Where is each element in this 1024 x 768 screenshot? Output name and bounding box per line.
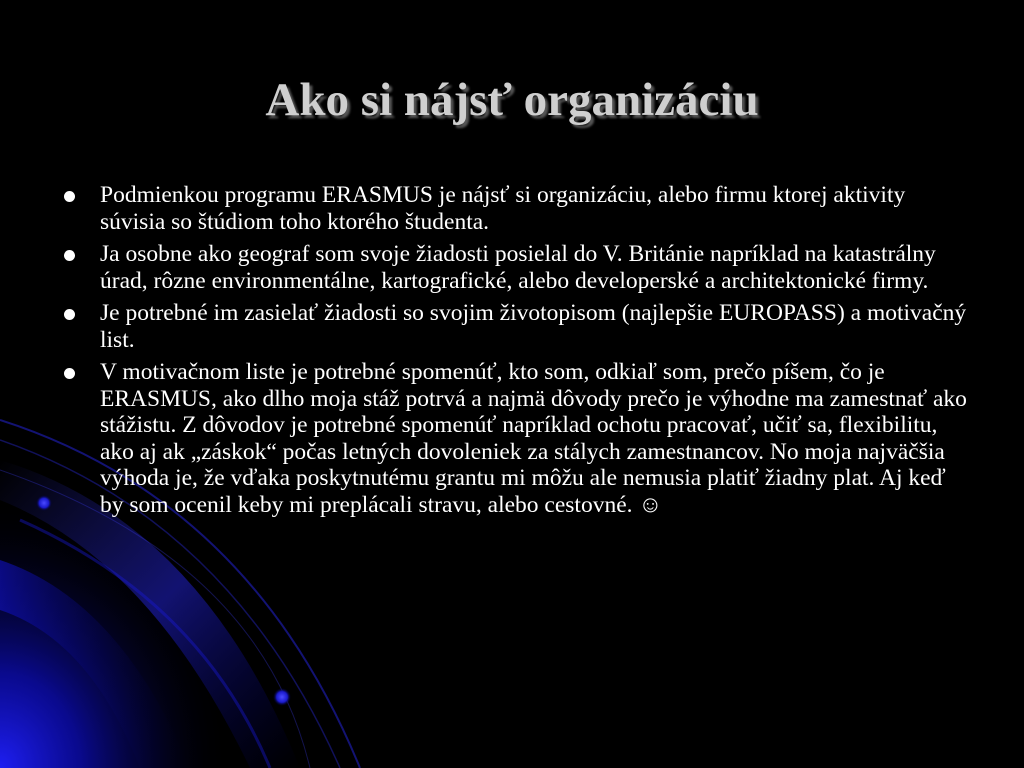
bullet-dot-icon [64,368,75,379]
bullet-text: Podmienkou programu ERASMUS je nájsť si organizáciu, alebo firmu ktorej aktivity súvisia so štúdiom toho ktorého študenta. [100,182,906,235]
slide-title: Ako si nájsť organizáciu [265,74,759,126]
bullet-dot-icon [64,191,75,202]
bullet-text: Je potrebné im zasielať žiadosti so svojim životopisom (najlepšie EUROPASS) a motivačný list. [100,300,967,353]
bullet-item [62,182,967,235]
bullet-item [62,359,967,518]
bullet-item [62,300,967,353]
bullet-text: Ja osobne ako geograf som svoje žiadosti posielal do V. Británie napríklad na katastrálny úrad, rôzne environmentálne, kartografické, alebo developerské a architektonické firmy. [100,241,936,294]
bullet-list [62,182,967,524]
bullet-dot-icon [64,250,75,261]
bullet-text: V motivačnom liste je potrebné spomenúť, kto som, odkiaľ som, prečo píšem, čo je ERASMUS, ako dlho moja stáž potrvá a najmä dôvody prečo je výhodne ma zamestnať ako stážistu. Z dôvodov je potrebné spomenúť napríklad ochotu pracovať, učiť sa, flexibilitu, ako aj ak „záskok“ počas letných dovoleniek za stálych zamestnancov. No moja najväčšia výhoda je, že vďaka poskytnutému grantu mi môžu ale nemusia platiť žiadny plat. Aj keď by som ocenil keby mi preplácali stravu, alebo cestovné. ☺ [100,359,967,518]
bullet-item [62,241,967,294]
bullet-dot-icon [64,309,75,320]
